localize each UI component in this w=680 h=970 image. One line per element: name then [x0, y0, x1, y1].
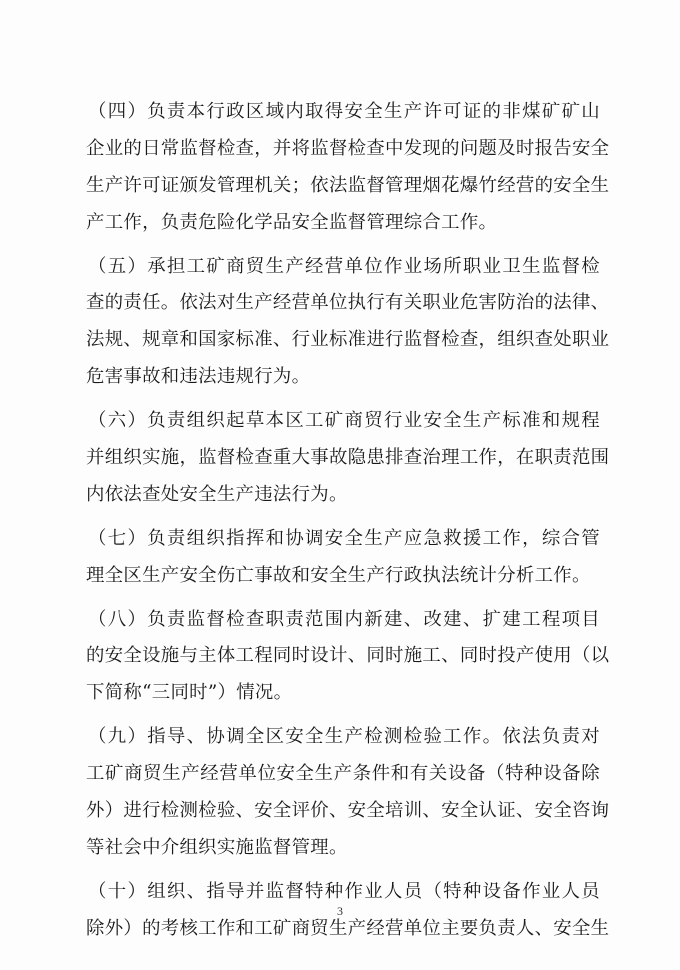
text-line: 查的责任。依法对生产经营单位执行有关职业危害防治的法律、	[86, 292, 610, 314]
text-line: （八）负责监督检查职责范围内新建、改建、扩建工程项目	[88, 608, 600, 630]
text-line: 并组织实施，监督检查重大事故隐患排查治理工作，在职责范围	[86, 447, 610, 469]
page-number: 3	[337, 904, 343, 918]
text-line: （九）指导、协调全区安全生产检测检验工作。依法负责对	[88, 726, 600, 748]
text-line: 产工作，负责危险化学品安全监督管理综合工作。	[86, 211, 498, 233]
paragraph	[86, 94, 610, 242]
text-line: 等社会中介组织实施监督管理。	[86, 836, 348, 858]
text-line: 法规、规章和国家标准、行业标准进行监督检查，组织查处职业	[86, 329, 610, 351]
text-line: 外）进行检测检验、安全评价、安全培训、安全认证、安全咨询	[86, 800, 610, 822]
text-line: 生产许可证颁发管理机关；依法监督管理烟花爆竹经营的安全生	[86, 174, 610, 196]
paragraph	[86, 602, 610, 713]
paragraph	[86, 403, 610, 514]
text-line: （七）负责组织指挥和协调安全生产应急救援工作，综合管	[88, 527, 600, 549]
paragraph	[86, 249, 610, 397]
text-line: 的安全设施与主体工程同时设计、同时施工、同时投产使用（以	[86, 645, 610, 667]
text-line: （六）负责组织起草本区工矿商贸行业安全生产标准和规程	[88, 410, 600, 432]
text-line: （十）组织、指导并监督特种作业人员（特种设备作业人员	[88, 880, 600, 902]
text-line: （五）承担工矿商贸生产经营单位作业场所职业卫生监督检	[88, 255, 600, 277]
text-line: 下简称“三同时”）情况。	[86, 682, 293, 704]
text-line: 内依法查处安全生产违法行为。	[86, 483, 348, 505]
text-line: 企业的日常监督检查，并将监督检查中发现的问题及时报告安全	[86, 137, 610, 159]
document-body	[86, 94, 610, 955]
text-line: 理全区生产安全伤亡事故和安全生产行政执法统计分析工作。	[86, 564, 591, 586]
paragraph	[86, 521, 600, 595]
paragraph	[86, 719, 610, 867]
text-line: 危害事故和违法违规行为。	[86, 366, 311, 388]
text-line: （四）负责本行政区域内取得安全生产许可证的非煤矿矿山	[88, 101, 600, 122]
text-line: 除外）的考核工作和工矿商贸生产经营单位主要负责人、安全生	[86, 917, 610, 939]
text-line: 工矿商贸生产经营单位安全生产条件和有关设备（特种设备除	[86, 763, 600, 785]
